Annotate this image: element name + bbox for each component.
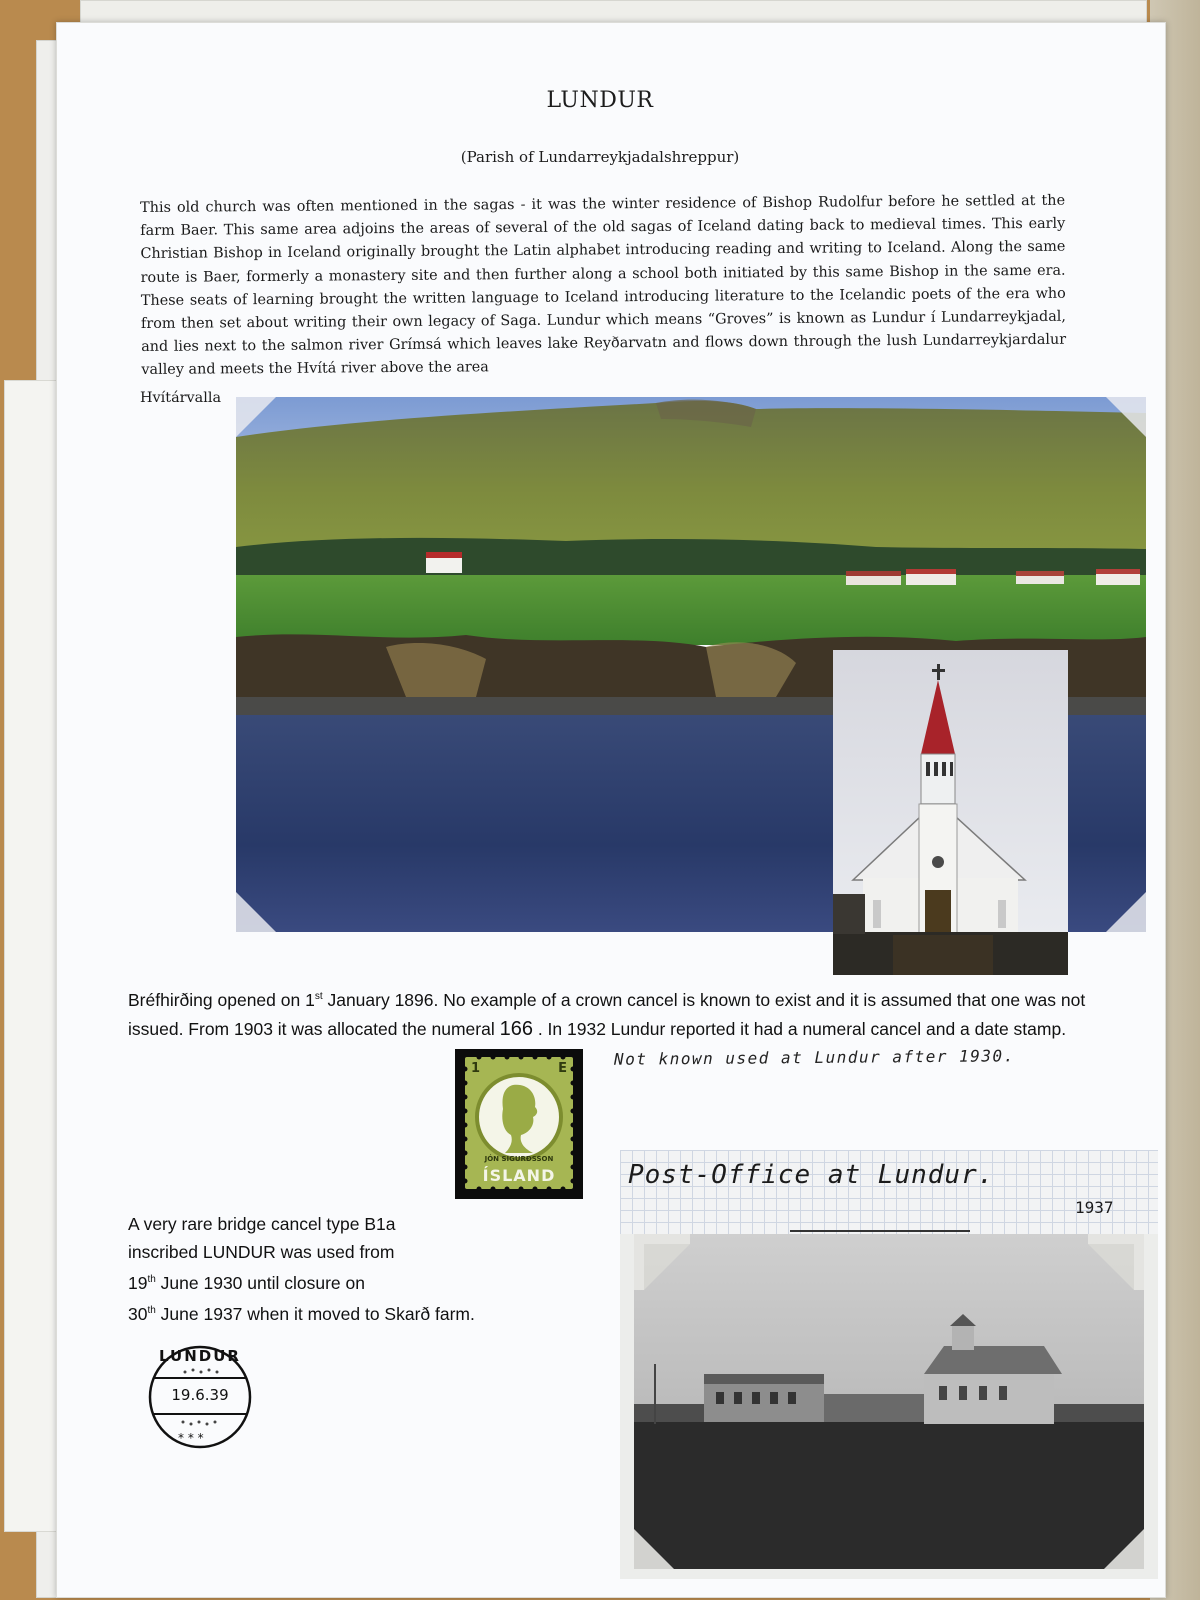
bridge-cancel-line: inscribed LUNDUR was used from <box>128 1242 395 1262</box>
bridge-cancel-line <box>128 1266 548 1297</box>
photo-corner-mount <box>1088 1234 1144 1290</box>
ordinal-suffix: th <box>147 1274 156 1285</box>
ordinal-suffix: th <box>147 1304 156 1316</box>
date-day: 19 <box>128 1272 148 1293</box>
page-title: LUNDUR <box>546 88 654 113</box>
history-text-part2: January 1896. No example of a crown cancel is known to exist and it is assumed that one was not issued. From 1903 it was allocated the numeral <box>128 989 1086 1039</box>
caption-underline <box>790 1230 970 1232</box>
bridge-cancel-line: A very rare bridge cancel type B1a <box>128 1214 396 1234</box>
history-text-part3: . In 1932 Lundur reported it had a numeral cancel and a date stamp. <box>532 1018 1067 1039</box>
church-photo <box>833 650 1068 975</box>
postmark-name: LUNDUR <box>159 1347 241 1365</box>
page-subtitle: (Parish of Lundarreykjadalshreppur) <box>460 148 740 166</box>
date-rest: June 1937 when it moved to Skarð farm. <box>155 1303 475 1324</box>
photo-corner-mount <box>1104 1529 1144 1569</box>
intro-last-line: Hvítárvalla <box>140 390 222 406</box>
post-office-caption: Post-Office at Lundur. <box>628 1160 995 1190</box>
numeral-value: 166 <box>499 1017 533 1040</box>
svg-text:* * *: * * * <box>178 1431 204 1445</box>
bridge-postmark <box>145 1342 255 1452</box>
handwritten-note: Not known used at Lundur after 1930. <box>613 1046 1015 1069</box>
photo-corner-mount <box>1106 397 1146 437</box>
stamp-country: ÍSLAND <box>482 1166 556 1185</box>
stamp-denomination-right: E <box>558 1061 567 1076</box>
post-office-year: 1937 <box>1075 1198 1114 1217</box>
stamp-denomination-left: 1 <box>471 1061 481 1076</box>
post-office-photo <box>634 1234 1144 1569</box>
post-office-photo-card <box>620 1150 1158 1579</box>
ordinal-suffix: st <box>314 991 323 1002</box>
date-rest: June 1930 until closure on <box>155 1272 365 1293</box>
intro-paragraph: This old church was often mentioned in the sagas - it was the winter residence of Bishop Rudolfur before he settled at the farm Baer. This same area adjoins the areas of several of the old sagas of Iceland dating back to medieval times. This early Christian Bishop in Iceland originally brought the Latin alphabet introducing reading and writing to Iceland. Along the same route is Baer, formerly a monastery site and then further along a school both initiated by this same Bishop in the same era. These seats of learning brought the written language to Iceland introducing literature to the Icelandic poets of the era who from then set about writing their own legacy of Saga. Lundur which means “Groves” is known as Lundur í Lundarreykjadal, and lies next to the salmon river Grímsá which leaves lake Reyðarvatn and flows down through the lush Lundarreykjardalur valley and meets the Hvítá river above the area <box>140 192 1067 379</box>
church-illustration <box>833 650 1068 975</box>
photo-corner-mount <box>634 1234 690 1290</box>
photo-corner-mount <box>236 397 276 437</box>
postage-stamp <box>455 1049 583 1199</box>
bridge-cancel-line <box>128 1297 548 1328</box>
photo-corner-mount <box>634 1529 674 1569</box>
bridge-cancel-text <box>128 1210 548 1328</box>
post-office-illustration <box>634 1234 1144 1569</box>
postmark-date: 19.6.39 <box>171 1386 229 1404</box>
stamp-portrait-caption: JÓN SIGURÐSSON <box>484 1155 554 1163</box>
history-text-part1: Bréfhirðing opened on 1 <box>128 989 315 1010</box>
history-text <box>128 982 1088 1044</box>
date-day: 30 <box>128 1303 148 1324</box>
photo-corner-mount <box>236 892 276 932</box>
photo-corner-mount <box>1106 892 1146 932</box>
